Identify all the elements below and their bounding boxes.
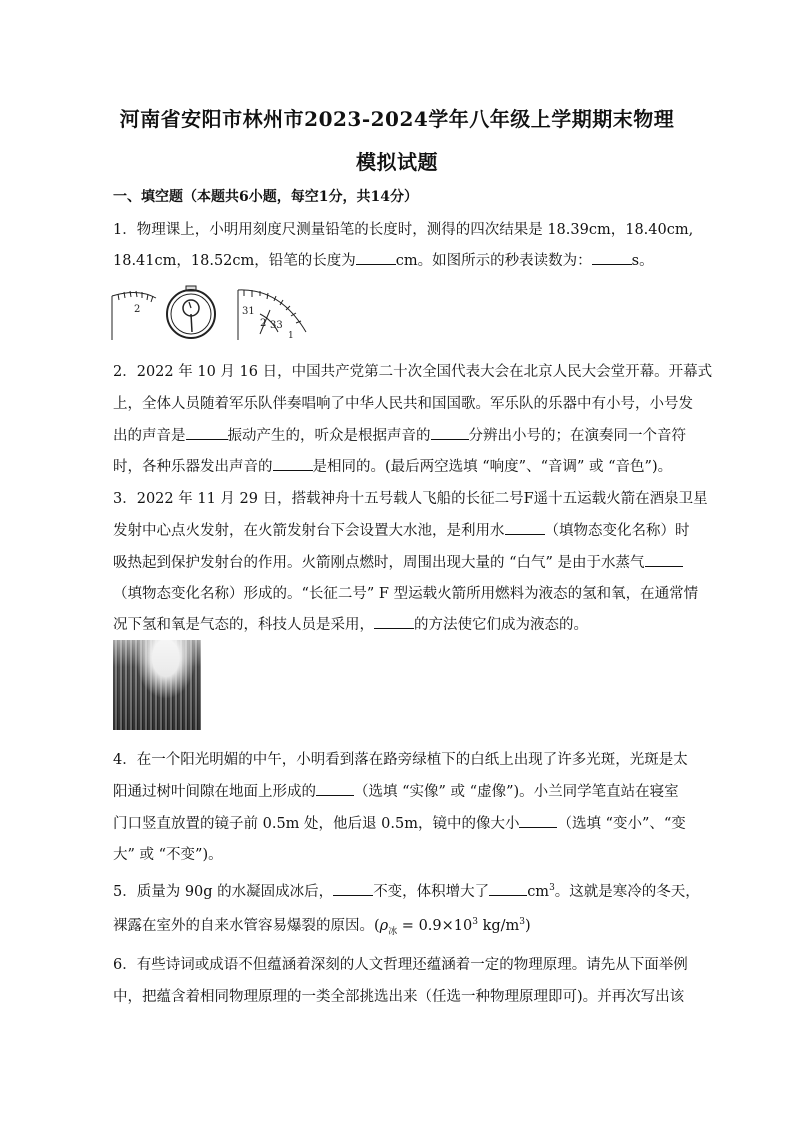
answer-blank[interactable] — [519, 815, 557, 828]
answer-blank[interactable] — [505, 522, 545, 535]
q5-text-e: ) — [525, 918, 531, 934]
q4-text-b: （选填 “实像” 或 “虚像”)。小兰同学笔直站在寝室 — [354, 784, 679, 800]
q5-text-a: 5．质量为 90g 的水凝固成冰后， — [113, 884, 334, 900]
answer-blank[interactable] — [333, 883, 373, 896]
q2-text-b: 振动产生的，听众是根据声音的 — [227, 428, 431, 444]
density-exponent: 3 — [472, 917, 478, 928]
q4-line3 — [113, 812, 686, 833]
q5-line1 — [113, 880, 700, 901]
rho-symbol: ρ — [379, 918, 389, 934]
answer-blank[interactable] — [273, 458, 313, 471]
left-scale-label: 2 — [134, 304, 141, 315]
stopwatch-figure — [110, 282, 310, 344]
q4-text-d: （选填 “变小”、“变 — [557, 816, 686, 832]
answer-blank[interactable] — [356, 252, 396, 265]
q4-line1: 4．在一个阳光明媚的中午，小明看到落在路旁绿植下的白纸上出现了许多光斑，光斑是太 — [113, 752, 688, 768]
q4-text-c: 门口竖直放置的镜子前 0.5m 处，他后退 0.5m，镜中的像大小 — [113, 816, 520, 832]
q5-text-d: 裸露在室外的自来水管容易爆裂的原因。( — [113, 918, 380, 934]
q3-line3 — [113, 551, 683, 572]
photo-shade — [113, 640, 201, 730]
q1-line1: 1．物理课上，小明用刻度尺测量铅笔的长度时，测得的四次结果是 18.39cm，18.40cm, — [113, 222, 694, 238]
answer-blank[interactable] — [431, 427, 469, 440]
q3-text-b: （填物态变化名称）时 — [544, 523, 690, 539]
q2-text-d: 时，各种乐器发出声音的 — [113, 459, 273, 475]
q3-line2 — [113, 519, 690, 540]
q4-text-a: 阳通过树叶间隙在地面上形成的 — [113, 784, 316, 800]
q5-unit: cm — [527, 884, 550, 900]
answer-blank[interactable] — [489, 883, 527, 896]
right-scale-label-33: 33 — [270, 320, 283, 331]
answer-blank[interactable] — [316, 783, 354, 796]
q3-line4: （填物态变化名称）形成的。“长征二号” F 型运载火箭所用燃料为液态的氢和氧，在通常情 — [113, 586, 699, 602]
q3-line1: 3．2022 年 11 月 29 日，搭载神舟十五号载人飞船的长征二号F遥十五运载火箭在酒泉卫星 — [113, 491, 708, 507]
q1-text-b: cm。如图所示的秒表读数为： — [395, 253, 592, 269]
answer-blank[interactable] — [645, 554, 683, 567]
q5-line2 — [113, 914, 683, 937]
page-subtitle: 模拟试题 — [356, 150, 438, 174]
q2-line4 — [113, 455, 683, 476]
q4-line2 — [113, 780, 683, 801]
q6-line2: 中，把蕴含着相同物理原理的一类全部挑选出来（任选一种物理原理即可)。并再次写出该 — [113, 989, 685, 1005]
answer-blank[interactable] — [592, 252, 632, 265]
q1-text-a: 18.41cm，18.52cm，铅笔的长度为 — [113, 253, 356, 269]
answer-blank[interactable] — [374, 616, 414, 629]
right-scale-label-1: 1 — [288, 331, 294, 341]
q2-line3 — [113, 424, 686, 445]
left-scale-detail — [112, 291, 156, 340]
q5-text-c: 。这就是寒冷的冬天， — [554, 884, 700, 900]
unit-exponent: 3 — [519, 917, 526, 928]
q4-line4: 大” 或 “不变”)。 — [113, 847, 223, 863]
q2-line2: 上，全体人员随着军乐队伴奏唱响了中华人民共和国国歌。军乐队的乐器中有小号，小号发 — [113, 396, 693, 412]
q6-line1: 6．有些诗词或成语不但蕴涵着深刻的人文哲理还蕴涵着一定的物理原理。请先从下面举例 — [113, 957, 688, 973]
rho-subscript: 冰 — [388, 926, 398, 937]
q2-text-e: 是相同的。(最后两空选填 “响度”、“音调” 或 “音色”)。 — [312, 459, 673, 475]
q2-text-c: 分辨出小号的；在演奏同一个音符 — [468, 428, 686, 444]
q2-line1: 2．2022 年 10 月 16 日，中国共产党第二十次全国代表大会在北京人民大会堂开幕。开幕式 — [113, 364, 713, 380]
section-heading: 一、填空题（本题共6小题，每空1分，共14分） — [113, 189, 418, 205]
right-scale-label-31: 31 — [242, 306, 255, 317]
density-unit: kg/m — [477, 918, 520, 934]
q5-text-b: 不变，体积增大了 — [373, 884, 490, 900]
q3-text-d: 况下氢和氧是气态的，科技人员是采用， — [113, 617, 374, 633]
page-title: 河南省安阳市林州市2023-2024学年八年级上学期期末物理 — [119, 107, 675, 131]
q3-text-e: 的方法使它们成为液态的。 — [414, 617, 588, 633]
q3-text-a: 发射中心点火发射，在火箭发射台下会设置大水池，是利用水 — [113, 523, 505, 539]
q1-text-c: s。 — [631, 253, 654, 269]
right-scale-label-2: 2 — [260, 318, 267, 329]
answer-blank[interactable] — [186, 427, 228, 440]
q5-density: = 0.9×10 — [397, 918, 473, 934]
q1-line2 — [113, 249, 683, 270]
stopwatch-icon — [167, 286, 215, 338]
q3-text-c: 吸热起到保护发射台的作用。火箭刚点燃时，周围出现大量的 “白气” 是由于水蒸气 — [113, 555, 645, 571]
q2-text-a: 出的声音是 — [113, 428, 186, 444]
q5-exponent: 3 — [549, 883, 555, 894]
q3-line5 — [113, 613, 683, 634]
